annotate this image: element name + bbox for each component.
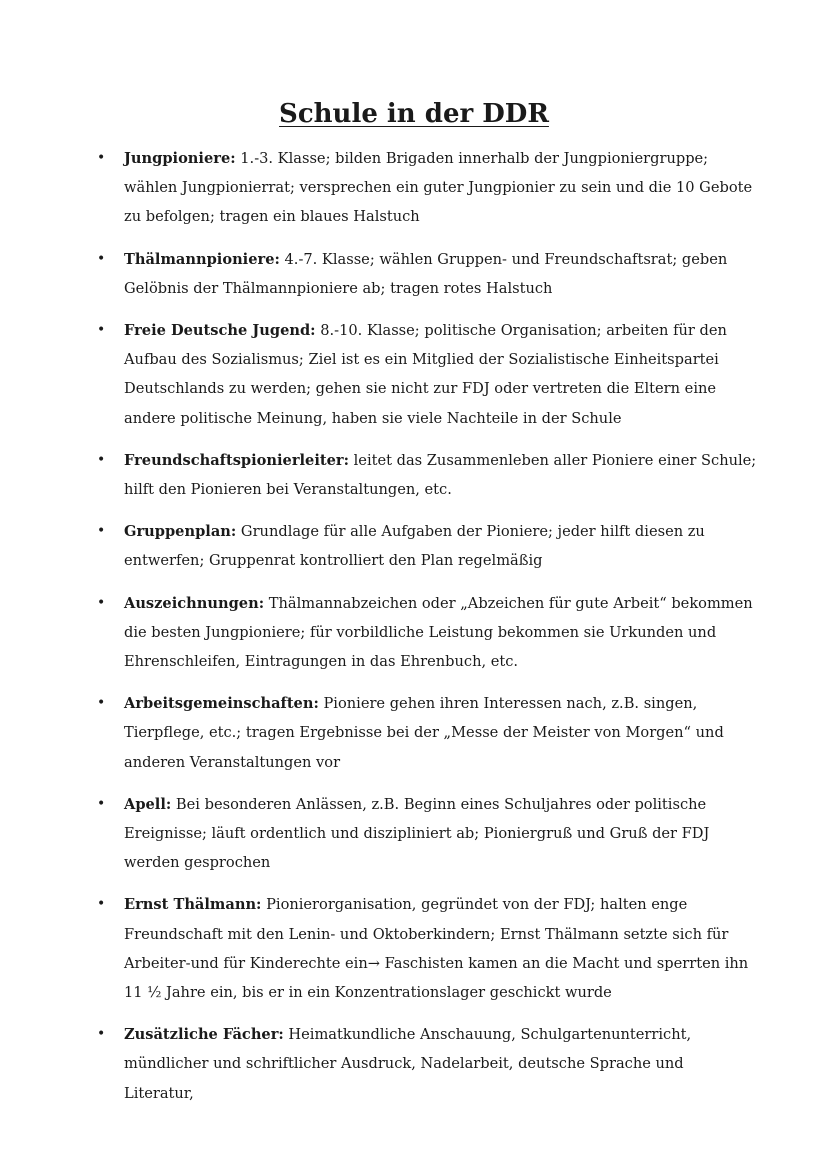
item-text: Heimatkundliche Anschauung, Schulgartenunterricht, mündlicher und schriftlicher Ausdruck, Nadelarbeit, deutsche Sprache und Literatur, bbox=[124, 1026, 692, 1102]
bullet-icon: • bbox=[97, 250, 106, 267]
item-term: Freie Deutsche Jugend: bbox=[124, 322, 316, 340]
item-term: Thälmannpioniere: bbox=[124, 250, 280, 268]
item-text: 8.-10. Klasse; politische Organisation; arbeiten für den Aufbau des Sozialismus; Ziel ist es ein Mitglied der Sozialistische Einheitspartei Deutschlands zu werden; gehen sie nicht zur FDJ oder vertreten die Eltern eine andere politische Meinung, haben sie viele Nachteile in der Schule bbox=[124, 322, 727, 427]
bullet-icon: • bbox=[97, 795, 106, 812]
item-term: Freundschaftspionierleiter: bbox=[124, 451, 349, 469]
item-text: leitet das Zusammenleben aller Pioniere einer Schule; hilft den Pionieren bei Veranstaltungen, etc. bbox=[124, 451, 757, 499]
bullet-icon: • bbox=[97, 451, 106, 468]
item-text: Pioniere gehen ihren Interessen nach, z.B. singen, Tierpflege, etc.; tragen Ergebnisse bei der „Messe der Meister von Morgen“ und anderen Veranstaltungen vor bbox=[124, 695, 724, 771]
page-title-text: Schule in der DDR bbox=[279, 99, 549, 129]
bullet-icon: • bbox=[97, 1026, 106, 1043]
item-term: Arbeitsgemeinschaften: bbox=[124, 695, 319, 713]
list-item bbox=[0, 1020, 828, 1108]
item-term: Jungpioniere: bbox=[124, 150, 236, 167]
item-text: 4.-7. Klasse; wählen Gruppen- und Freundschaftsrat; geben Gelöbnis der Thälmannpioniere ab; tragen rotes Halstuch bbox=[124, 250, 728, 297]
item-text: Thälmannabzeichen oder „Abzeichen für gute Arbeit“ bekommen die besten Jungpioniere; für vorbildliche Leistung bekommen sie Urkunden und Ehrenschleifen, Eintragungen in das Ehrenbuch, etc. bbox=[124, 594, 753, 671]
list-item bbox=[0, 790, 828, 878]
list-item bbox=[0, 245, 828, 303]
bullet-list bbox=[0, 144, 828, 1121]
item-term: Ernst Thälmann: bbox=[124, 896, 262, 914]
list-item bbox=[0, 144, 828, 232]
item-term: Zusätzliche Fächer: bbox=[124, 1026, 284, 1044]
item-text: Bei besonderen Anlässen, z.B. Beginn eines Schuljahres oder politische Ereignisse; läuft ordentlich und diszipliniert ab; Pioniergruß und Gruß der FDJ werden gesprochen bbox=[124, 795, 710, 872]
item-term: Apell: bbox=[124, 795, 172, 813]
list-item bbox=[0, 316, 828, 433]
item-term: Auszeichnungen: bbox=[124, 594, 265, 612]
page-title bbox=[0, 96, 828, 132]
bullet-icon: • bbox=[97, 523, 106, 540]
item-text: Grundlage für alle Aufgaben der Pioniere; jeder hilft diesen zu entwerfen; Gruppenrat kontrolliert den Plan regelmäßig bbox=[124, 523, 705, 570]
item-term: Gruppenplan: bbox=[124, 523, 237, 541]
list-item bbox=[0, 689, 828, 777]
bullet-icon: • bbox=[97, 594, 106, 611]
list-item bbox=[0, 890, 828, 1007]
bullet-icon: • bbox=[97, 322, 106, 339]
item-text: Pionierorganisation, gegründet von der FDJ; halten enge Freundschaft mit den Lenin- und Oktoberkindern; Ernst Thälmann setzte sich für Arbeiter-und für Kinderechte ein→ Faschisten kamen an die Macht und sperrten ihn 11 ½ Jahre ein, bis er in ein Konzentrationslager geschickt wurde bbox=[124, 896, 749, 1002]
list-item bbox=[0, 517, 828, 575]
bullet-icon: • bbox=[97, 695, 106, 712]
item-text: 1.-3. Klasse; bilden Brigaden innerhalb der Jungpioniergruppe; wählen Jungpionierrat; versprechen ein guter Jungpionier zu sein und die 10 Gebote zu befolgen; tragen ein blaues Halstuch bbox=[124, 150, 753, 226]
list-item bbox=[0, 589, 828, 677]
list-item bbox=[0, 446, 828, 504]
bullet-icon: • bbox=[97, 150, 106, 166]
bullet-icon: • bbox=[97, 896, 106, 913]
